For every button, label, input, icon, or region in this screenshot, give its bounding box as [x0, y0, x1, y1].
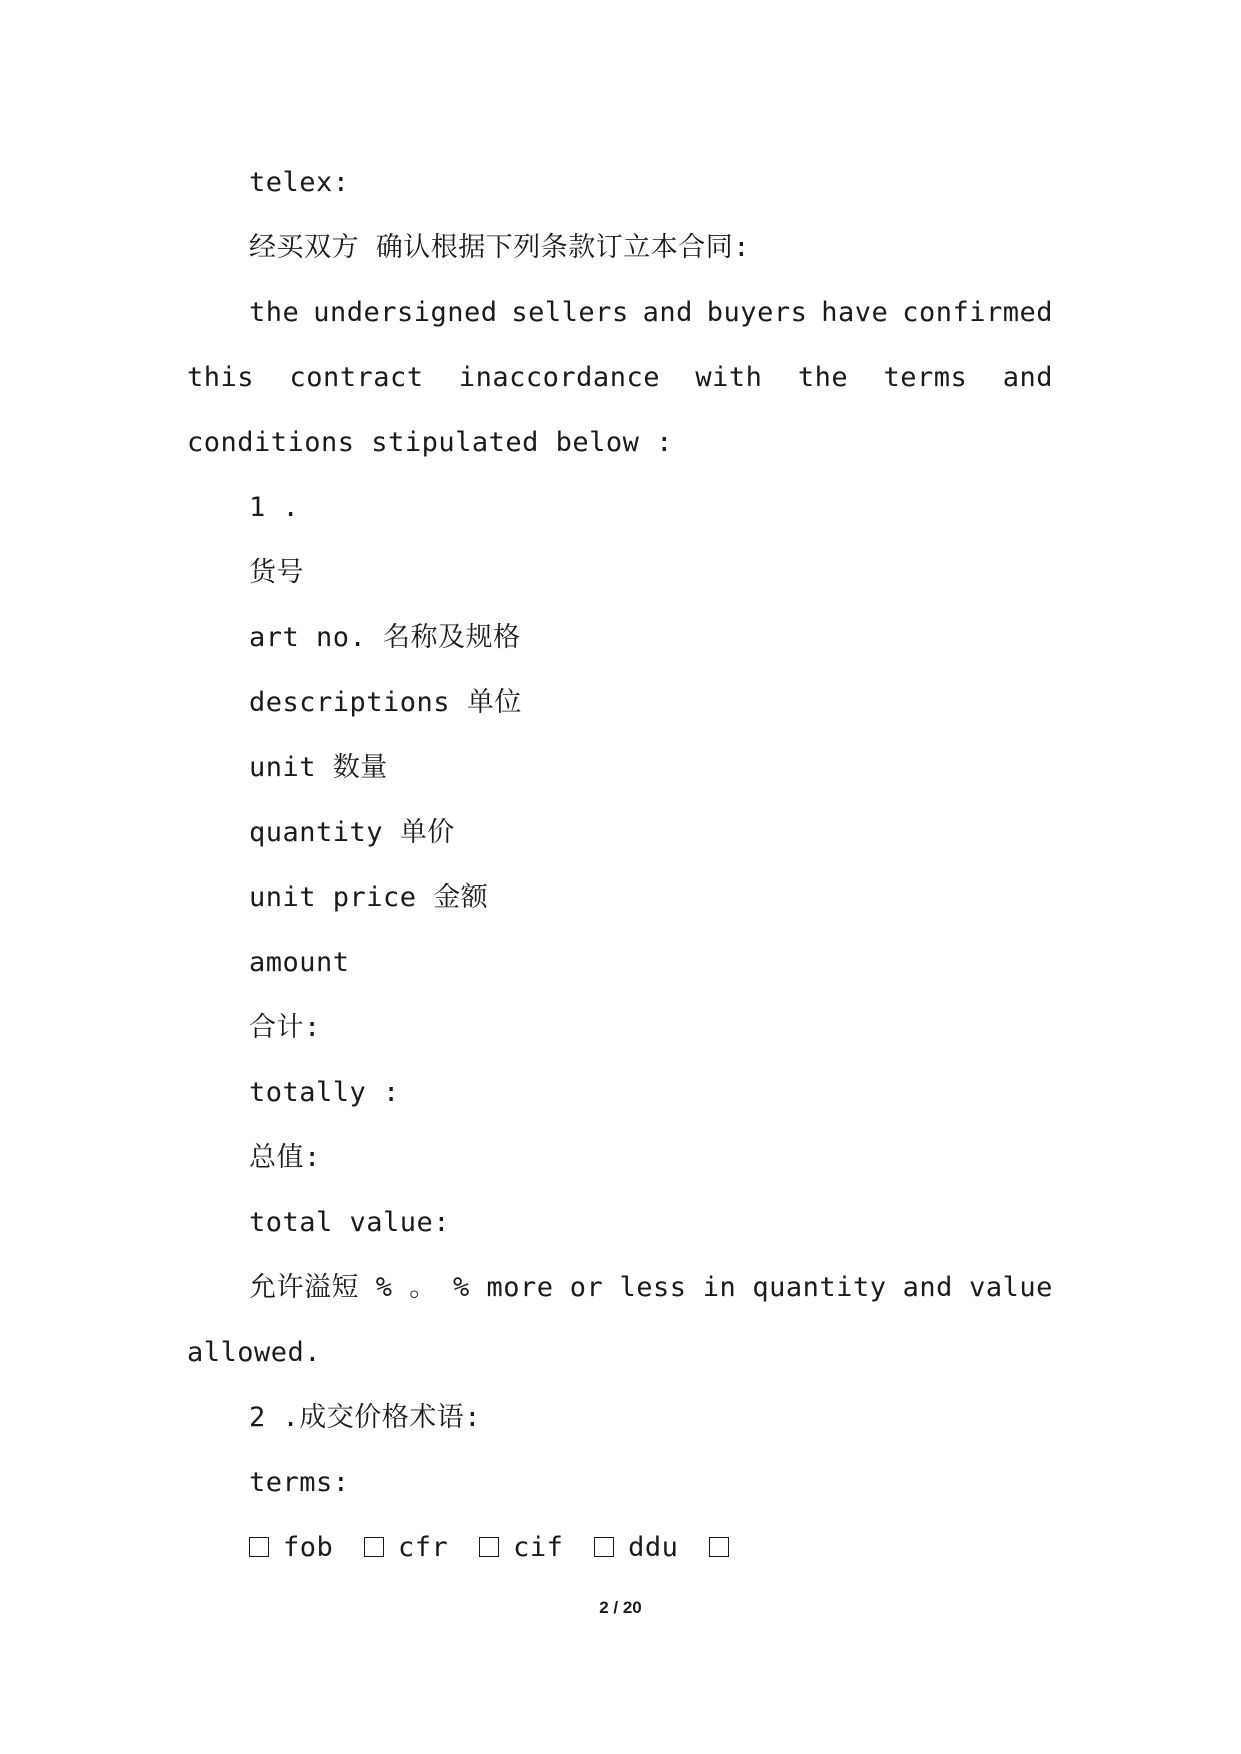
word: less	[619, 1272, 687, 1303]
word: the	[249, 297, 300, 328]
word: or	[569, 1272, 604, 1303]
word: value	[969, 1272, 1053, 1303]
page-number: 2 / 20	[599, 1598, 642, 1617]
word: and	[902, 1272, 953, 1303]
word: quantity	[752, 1272, 887, 1303]
unit-quantity-label: unit 数量	[249, 752, 388, 783]
word: with	[695, 362, 763, 393]
total-value-label: total value:	[249, 1207, 451, 1238]
word: and	[1002, 362, 1053, 393]
word: and	[642, 297, 693, 328]
word: % more	[452, 1272, 554, 1303]
cfr-checkbox[interactable]	[364, 1537, 384, 1557]
fob-label: fob	[283, 1532, 334, 1563]
totally-label: totally :	[249, 1077, 400, 1108]
total-cn-label: 合计:	[249, 1012, 321, 1043]
cif-checkbox[interactable]	[479, 1537, 499, 1557]
word: inaccordance	[458, 362, 660, 393]
terms-options-row	[187, 1515, 1053, 1580]
total-value-cn-label: 总值:	[249, 1142, 321, 1173]
en-confirm-line-3: conditions stipulated below :	[187, 427, 673, 458]
allowance-line-2: allowed.	[187, 1337, 322, 1368]
document-body	[187, 150, 1053, 1580]
other-checkbox[interactable]	[709, 1537, 729, 1557]
en-confirm-line-1	[187, 280, 1053, 345]
word: in	[702, 1272, 737, 1303]
word: buyers	[706, 297, 808, 328]
terms-label: terms:	[249, 1467, 350, 1498]
ddu-checkbox[interactable]	[594, 1537, 614, 1557]
word: confirmed	[902, 297, 1053, 328]
allowance-line-1	[187, 1255, 1053, 1320]
word: terms	[883, 362, 968, 393]
unit-price-amount-label: unit price 金额	[249, 882, 489, 913]
word: undersigned	[313, 297, 498, 328]
word: this	[187, 362, 255, 393]
amount-label: amount	[249, 947, 350, 978]
cif-label: cif	[513, 1532, 564, 1563]
art-no-name-label: art no. 名称及规格	[249, 622, 521, 653]
word: have	[821, 297, 889, 328]
word: sellers	[511, 297, 629, 328]
item-2-terms-heading: 2 .成交价格术语:	[249, 1402, 482, 1433]
cn-confirm-line: 经买双方 确认根据下列条款订立本合同:	[249, 232, 751, 263]
fob-checkbox[interactable]	[249, 1537, 269, 1557]
descriptions-unit-label: descriptions 单位	[249, 687, 522, 718]
en-confirm-line-2	[187, 345, 1053, 410]
quantity-unit-price-label: quantity 单价	[249, 817, 455, 848]
word: 允许溢短 % 。	[249, 1272, 437, 1303]
art-no-cn-label: 货号	[249, 557, 304, 588]
cfr-label: cfr	[398, 1532, 449, 1563]
item-1-heading: 1 .	[249, 492, 300, 523]
ddu-label: ddu	[628, 1532, 679, 1563]
word: the	[797, 362, 849, 393]
word: contract	[289, 362, 424, 393]
telex-line: telex:	[249, 167, 350, 198]
